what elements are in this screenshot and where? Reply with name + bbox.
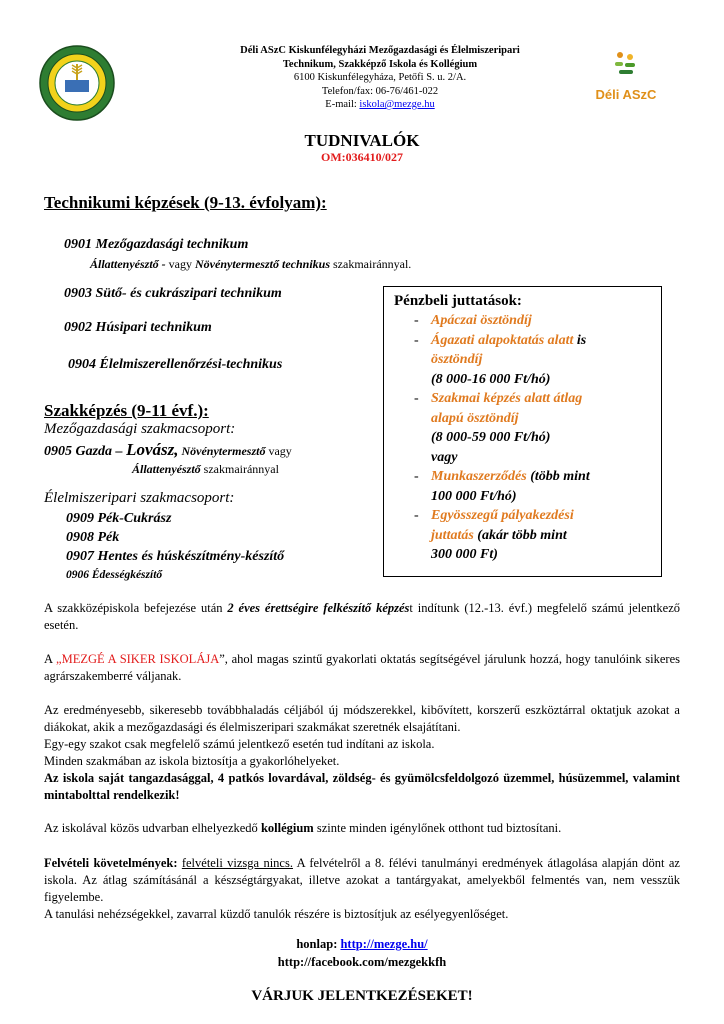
school-name-line2: Technikum, Szakképző Iskola és Kollégium	[282, 58, 478, 70]
benefit-detail: 300 000 Ft)	[431, 547, 498, 562]
b3: ”, ahol magas szintű gyakorlati oktatás segítségével járulunk hozzá, hogy tanulóink sikeres agrárszakemberré váljanak.	[44, 652, 680, 683]
e3: felvételi vizsga nincs.	[181, 856, 293, 870]
benefit-highlight: Szakmai képzés alatt átlag	[431, 391, 583, 406]
facebook-link[interactable]: http://facebook.com/mezgekkfh	[277, 955, 447, 969]
c4: Az iskola saját tangazdasággal, 4 patkós lovardával, zöldség- és gyümölcsfeldolgozó üzemmel, húsüzemmel, valamint mintabolttal rendelkezik!	[44, 771, 680, 802]
paragraph-felveteli	[44, 855, 680, 923]
g1-novenytermeszto: Növénytermesztő	[178, 444, 266, 458]
benefit-detail: vagy	[431, 449, 458, 465]
benefit-detail: (8 000-16 000 Ft/hó)	[431, 371, 551, 387]
paragraph-kollegium	[44, 820, 680, 837]
benefit-line	[394, 488, 651, 507]
sub-szakmairannyal: szakmairánnyal.	[330, 257, 412, 271]
school-header	[170, 44, 590, 112]
school-address: 6100 Kiskunfélegyháza, Petőfi S. u. 2/A.	[293, 72, 467, 83]
sub-allattenyeszto: Állattenyésztő -	[90, 257, 169, 271]
technikum-heading: Technikumi képzések (9-13. évfolyam):	[44, 193, 327, 212]
logo-text: Déli ASzC	[595, 87, 657, 102]
d3: szinte minden igénylőnek otthont tud biztosítani.	[313, 821, 562, 835]
paragraph-modszerek	[44, 702, 680, 804]
benefit-line	[394, 332, 651, 351]
e5: A tanulási nehézségekkel, zavarral küzdő tanulók részére is biztosítjuk az esélyegyenlőséget.	[44, 907, 509, 921]
g1-allattenyeszto: Állattenyésztő	[132, 462, 201, 476]
d2: kollégium	[260, 821, 314, 835]
program-0908: 0908 Pék	[66, 530, 120, 545]
dash: -	[414, 469, 419, 484]
benefit-line	[394, 527, 651, 546]
sub-vagy: vagy	[168, 257, 195, 271]
c1: Az eredményesebb, sikeresebb továbbhaladás céljából új módszerekkel, kibővített, korszerű eszköztárral oktatjuk azokat a diákokat, akik a mezőgazdasági és élelmiszeripari szakmákat szeretnék elsajátítani.	[44, 703, 680, 734]
benefit-line	[394, 410, 651, 429]
benefit-line	[394, 546, 651, 565]
benefit-line	[394, 449, 651, 468]
closing-text: VÁRJUK JELENTKEZÉSEKET!	[251, 988, 473, 1004]
a1: A szakközépiskola befejezése után	[44, 601, 228, 615]
program-0905	[44, 440, 292, 460]
benefit-line	[394, 312, 651, 331]
d1: Az iskolával közös udvarban elhelyezkedő	[44, 821, 261, 835]
honlap-link[interactable]: http://mezge.hu/	[340, 937, 428, 951]
program-0907: 0907 Hentes és húskészítmény-készítő	[66, 549, 285, 564]
benefit-line	[394, 351, 651, 370]
paragraph-erettsegi	[44, 600, 680, 634]
dash: -	[414, 391, 419, 406]
benefit-detail: (akár több mint	[473, 527, 567, 543]
program-0901: 0901 Mezőgazdasági technikum	[64, 237, 249, 252]
deli-aszc-logo	[586, 50, 666, 110]
school-name-line1: Déli ASzC Kiskunfélegyházi Mezőgazdasági és Élelmiszeripari	[240, 45, 520, 56]
a2: 2 éves érettségire felkészítő képzés	[227, 601, 410, 615]
benefit-highlight: ösztöndíj	[431, 352, 483, 367]
program-0906: 0906 Édességkészítő	[66, 569, 163, 581]
leaf-icon	[611, 50, 641, 78]
benefits-title: Pénzbeli juttatások:	[394, 293, 522, 309]
c3: Minden szakmában az iskola biztosítja a gyakorlóhelyeket.	[44, 754, 340, 768]
dash: -	[414, 313, 419, 328]
school-seal	[38, 44, 116, 122]
honlap-label: honlap:	[296, 937, 341, 951]
benefit-highlight: Munkaszerződés	[431, 469, 527, 484]
school-phone: Telefon/fax: 06-76/461-022	[321, 85, 439, 97]
g1-szakmairannyal: szakmairánnyal	[200, 462, 279, 476]
b2: „MEZGÉ A SIKER ISKOLÁJA	[56, 652, 220, 666]
g1-vagy: vagy	[265, 444, 292, 458]
g1-lovasz: Lovász,	[126, 440, 179, 459]
benefit-line	[394, 429, 651, 448]
a3: t indítunk (12.-13. évf.) megfelelő számú jelentkező esetén.	[44, 601, 680, 632]
g1-gazda: 0905 Gazda –	[44, 444, 127, 459]
honlap-line	[0, 937, 724, 952]
szakkepzes-heading: Szakképzés (9-11 évf.):	[44, 401, 209, 420]
benefit-highlight: alapú ösztöndíj	[431, 410, 519, 426]
program-0909: 0909 Pék-Cukrász	[66, 511, 172, 526]
benefit-detail: 100 000 Ft/hó)	[431, 488, 517, 504]
group-mezogazdasagi: Mezőgazdasági szakmacsoport:	[44, 421, 236, 437]
benefit-highlight: Ágazati alapoktatás alatt	[431, 332, 574, 348]
program-0902: 0902 Húsipari technikum	[64, 320, 212, 335]
program-0903: 0903 Sütő- és cukrászipari technikum	[64, 286, 282, 301]
benefits-box	[383, 286, 662, 577]
email-label: E-mail:	[325, 99, 360, 110]
program-0904: 0904 Élelmiszerellenőrzési-technikus	[68, 357, 283, 372]
dash: -	[414, 508, 419, 523]
group-elelmiszeripari: Élelmiszeripari szakmacsoport:	[44, 490, 235, 506]
page-title: TUDNIVALÓK	[304, 131, 420, 150]
benefit-line	[394, 507, 651, 526]
benefit-detail: (8 000-59 000 Ft/hó)	[431, 430, 551, 445]
e4: A felvételről a 8. félévi tanulmányi eredmények átlagolása alapján dönt az iskola. Az átlag számításánál a készségtárgyakat, illetve azokat a tantárgyakat, amelyekből felmentés van, nem vesszük figyelembe.	[44, 856, 680, 904]
benefit-line	[394, 390, 651, 409]
sub-novenytermeszto: Növénytermesztő technikus	[195, 257, 330, 271]
program-0905-sub	[132, 462, 279, 477]
benefit-highlight: juttatás	[431, 527, 474, 543]
benefit-detail: is	[573, 332, 587, 348]
benefit-highlight: Apáczai ösztöndíj	[431, 313, 532, 328]
school-email-line	[170, 98, 590, 112]
benefit-line	[394, 468, 651, 487]
dash: -	[414, 332, 419, 348]
email-link[interactable]: iskola@mezge.hu	[359, 99, 435, 110]
paragraph-siker	[44, 651, 680, 685]
benefit-detail: (több mint	[526, 469, 590, 484]
b1: A	[44, 652, 57, 666]
program-0901-sub	[90, 257, 411, 272]
benefit-highlight: Egyösszegű pályakezdési	[431, 508, 574, 523]
om-code: OM:036410/027	[321, 150, 403, 164]
c2: Egy-egy szakot csak megfelelő számú jelentkező esetén tud indítani az iskola.	[44, 737, 435, 751]
benefit-line	[394, 371, 651, 390]
benefits-list	[394, 312, 651, 565]
e1: Felvételi követelmények:	[44, 856, 178, 870]
